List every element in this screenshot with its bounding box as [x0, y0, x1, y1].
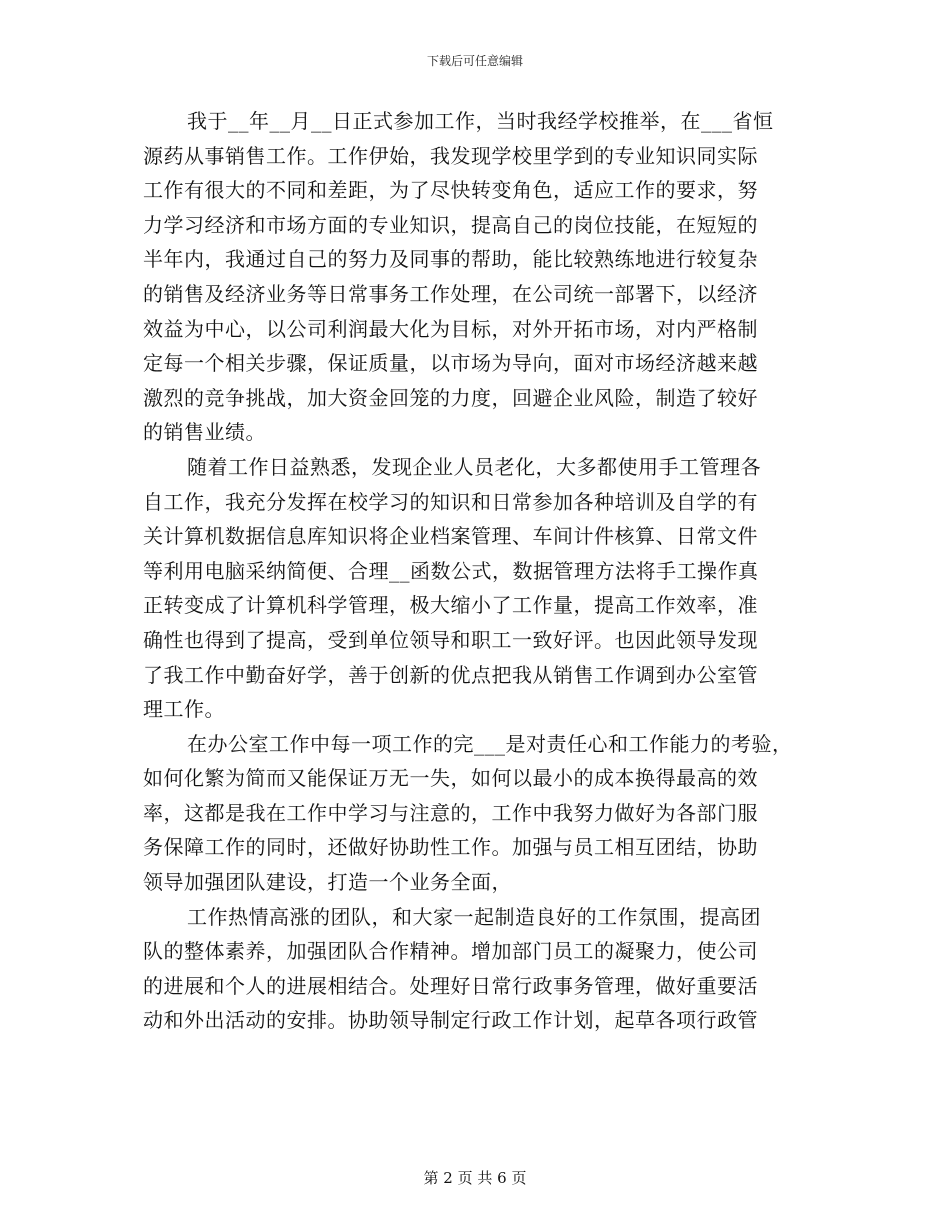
text-line: 源药从事销售工作。工作伊始，我发现学校里学到的专业知识同实际 — [143, 143, 758, 168]
text-line: 了我工作中勤奋好学，善于创新的优点把我从销售工作调到办公室管 — [143, 662, 758, 687]
page-header: 下载后可任意编辑 — [426, 54, 523, 68]
text-line: 关计算机数据信息库知识将企业档案管理、车间计件核算、日常文件 — [143, 524, 758, 549]
text-line: 务保障工作的同时，还做好协助性工作。加强与员工相互团结，协助 — [143, 835, 758, 860]
text-line: 工作热情高涨的团队，和大家一起制造良好的工作氛围，提高团 — [187, 904, 761, 929]
text-line: 我于__年__月__日正式参加工作，当时我经学校推举，在___省恒 — [187, 109, 774, 133]
text-line: 的销售及经济业务等日常事务工作处理，在公司统一部署下，以经济 — [143, 281, 758, 306]
text-line: 的销售业绩。 — [143, 420, 266, 445]
text-line: 如何化繁为简而又能保证万无一失，如何以最小的成本换得最高的效 — [143, 766, 758, 791]
paragraph — [143, 900, 823, 1038]
text-line: 效益为中心，以公司利润最大化为目标，对外开拓市场，对内严格制 — [143, 316, 758, 341]
text-line: 确性也得到了提高，受到单位领导和职工一致好评。也因此领导发现 — [143, 627, 758, 652]
text-line: 的进展和个人的进展相结合。处理好日常行政事务管理，做好重要活 — [143, 973, 758, 998]
text-line: 等利用电脑采纳简便、合理__函数公式，数据管理方法将手工操作真 — [143, 558, 759, 583]
page-footer: 第 2 页 共 6 页 — [423, 1169, 527, 1187]
text-line: 领导加强团队建设，打造一个业务全面， — [143, 870, 512, 895]
paragraph — [143, 727, 823, 900]
text-line: 激烈的竞争挑战，加大资金回笼的力度，回避企业风险，制造了较好 — [143, 385, 758, 410]
text-line: 随着工作日益熟悉，发现企业人员老化，大多都使用手工管理各 — [187, 454, 761, 479]
text-line: 半年内，我通过自己的努力及同事的帮助，能比较熟练地进行较复杂 — [143, 247, 758, 272]
document-body — [143, 104, 823, 1038]
text-line: 定每一个相关步骤，保证质量，以市场为导向，面对市场经济越来越 — [143, 351, 758, 376]
text-line: 动和外出活动的安排。协助领导制定行政工作计划，起草各项行政管 — [143, 1008, 758, 1033]
text-line: 理工作。 — [143, 697, 225, 722]
text-line: 队的整体素养，加强团队合作精神。增加部门员工的凝聚力，使公司 — [143, 939, 758, 964]
text-line: 力学习经济和市场方面的专业知识，提高自己的岗位技能，在短短的 — [143, 212, 758, 237]
paragraph — [143, 104, 823, 450]
text-line: 率，这都是我在工作中学习与注意的，工作中我努力做好为各部门服 — [143, 800, 758, 825]
text-line: 在办公室工作中每一项工作的完___是对责任心和工作能力的考验， — [187, 731, 793, 756]
text-line: 自工作，我充分发挥在校学习的知识和日常参加各种培训及自学的有 — [143, 489, 758, 514]
paragraph — [143, 450, 823, 727]
text-line: 工作有很大的不同和差距，为了尽快转变角色，适应工作的要求，努 — [143, 178, 758, 203]
text-line: 正转变成了计算机科学管理，极大缩小了工作量，提高工作效率，准 — [143, 593, 758, 618]
